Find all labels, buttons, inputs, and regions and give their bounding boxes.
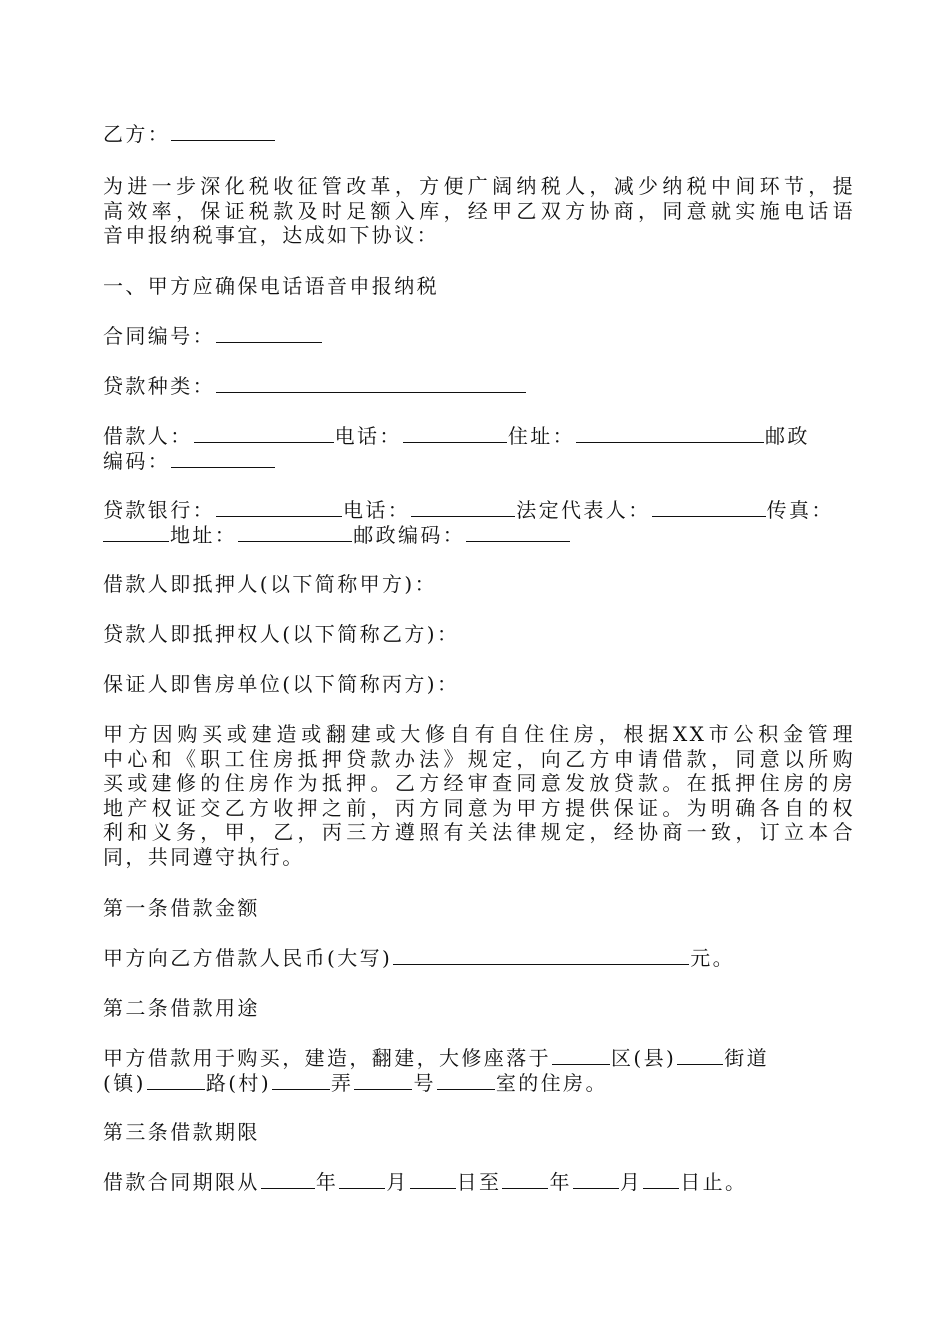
loan-type-blank <box>216 374 526 393</box>
intro-line-2: 高效率，保证税款及时足额入库，经甲乙双方协商，同意就实施电话语 <box>103 198 855 223</box>
bank-postal-code-blank <box>466 523 570 542</box>
start-month-label: 月 <box>386 1170 409 1194</box>
borrower-phone-label: 电话： <box>334 424 402 448</box>
contract-number-line <box>103 324 855 349</box>
main-paragraph-line-1: 甲方因购买或建造或翻建或大修自有自住住房，根据XX市公积金管理 <box>103 722 855 746</box>
article-1-title: 第一条借款金额 <box>103 896 260 920</box>
fax-label: 传真： <box>766 498 834 522</box>
borrower-address-blank <box>576 424 764 443</box>
end-month-blank <box>573 1170 619 1189</box>
main-paragraph-line-6: 同，共同遵守执行。 <box>103 844 305 869</box>
lending-bank-block <box>103 498 855 547</box>
road-label: 路(村) <box>205 1070 272 1095</box>
district-label: 区(县) <box>611 1046 677 1070</box>
bank-phone-blank <box>411 498 515 517</box>
borrower-mortgagor-line <box>103 572 855 597</box>
start-month-blank <box>339 1170 385 1189</box>
borrower-address-label: 住址： <box>507 424 576 448</box>
end-year-label: 年 <box>549 1170 572 1194</box>
number-label: 号 <box>413 1070 436 1095</box>
start-day-blank <box>410 1170 456 1189</box>
section-1-text: 一、甲方应确保电话语音申报纳税 <box>103 274 439 298</box>
contract-number-label: 合同编号： <box>103 324 215 348</box>
end-month-label: 月 <box>619 1170 643 1194</box>
intro-line-1: 为进一步深化税收征管改革，方便广阔纳税人，减少纳税中间环节，提 <box>103 174 855 198</box>
borrower-phone-blank <box>403 424 507 443</box>
lending-bank-label: 贷款银行： <box>103 498 215 522</box>
lending-bank-blank <box>216 498 342 517</box>
borrower-mortgagor-text: 借款人即抵押人(以下简称甲方)： <box>103 572 438 596</box>
section-1-heading <box>103 274 855 299</box>
start-year-label: 年 <box>315 1170 339 1194</box>
borrower-postal-tail: 邮政 <box>765 424 810 448</box>
loan-amount-blank <box>393 946 689 965</box>
room-blank <box>437 1071 495 1090</box>
intro-paragraph <box>103 174 855 248</box>
main-paragraph-line-4: 地产权证交乙方收押之前，丙方同意为甲方提供保证。为明确各自的权 <box>103 795 855 820</box>
legal-rep-blank <box>652 498 766 517</box>
district-blank <box>552 1046 610 1065</box>
end-day-blank <box>643 1170 679 1189</box>
contract-number-blank <box>216 324 322 343</box>
borrower-label: 借款人： <box>103 424 193 448</box>
main-paragraph-line-2: 中心和《职工住房抵押贷款办法》规定，向乙方申请借款，同意以所购 <box>103 746 855 771</box>
bank-address-blank <box>238 523 352 542</box>
article-1-text: 甲方向乙方借款人民币(大写) <box>103 946 393 970</box>
room-label: 室的住房。 <box>495 1070 608 1095</box>
article-3-text: 借款合同期限从 <box>103 1170 260 1194</box>
loan-type-label: 贷款种类： <box>103 374 215 398</box>
party-b-line <box>103 122 855 147</box>
intro-line-3: 音申报纳税事宜，达成如下协议： <box>103 223 439 248</box>
fax-blank <box>103 523 169 542</box>
article-2-block <box>103 1046 855 1095</box>
borrower-blank <box>194 424 334 443</box>
start-day-label: 日至 <box>456 1170 502 1194</box>
start-year-blank <box>261 1170 315 1189</box>
guarantor-text: 保证人即售房单位(以下简称丙方)： <box>103 672 460 696</box>
loan-type-line <box>103 374 855 399</box>
borrower-postal-code-blank <box>171 449 275 468</box>
lender-mortgagee-line <box>103 622 855 647</box>
legal-rep-label: 法定代表人： <box>516 498 651 522</box>
article-2-title: 第二条借款用途 <box>103 996 260 1020</box>
article-3-title: 第三条借款期限 <box>103 1120 260 1144</box>
article-2-heading <box>103 996 855 1021</box>
article-3-heading <box>103 1120 855 1145</box>
borrower-block <box>103 424 855 473</box>
party-b-blank <box>171 122 275 141</box>
number-blank <box>354 1071 412 1090</box>
main-paragraph <box>103 722 855 870</box>
street-blank <box>677 1046 723 1065</box>
bank-phone-label: 电话： <box>343 498 411 522</box>
lane-label: 弄 <box>331 1070 354 1095</box>
road-blank <box>147 1071 205 1090</box>
party-b-label: 乙方： <box>103 122 171 146</box>
guarantor-line <box>103 672 855 697</box>
town-label: (镇) <box>103 1070 146 1095</box>
article-1-unit: 元。 <box>690 946 736 970</box>
article-1-line <box>103 946 855 971</box>
article-1-heading <box>103 896 855 921</box>
article-2-text: 甲方借款用于购买，建造，翻建，大修座落于 <box>103 1046 551 1070</box>
street-label: 街道 <box>724 1046 770 1070</box>
lender-mortgagee-text: 贷款人即抵押权人(以下简称乙方)： <box>103 622 460 646</box>
end-day-label: 日止。 <box>680 1170 748 1194</box>
lane-blank <box>272 1071 330 1090</box>
main-paragraph-line-5: 利和义务，甲，乙，丙三方遵照有关法律规定，经协商一致，订立本合 <box>103 820 855 845</box>
bank-postal-code-label: 邮政编码： <box>353 522 466 547</box>
article-3-line <box>103 1170 855 1195</box>
main-paragraph-line-3: 买或建修的住房作为抵押。乙方经审查同意发放贷款。在抵押住房的房 <box>103 771 855 796</box>
end-year-blank <box>502 1170 548 1189</box>
borrower-postal-code-label: 编码： <box>103 448 171 473</box>
bank-address-label: 地址： <box>170 522 238 547</box>
